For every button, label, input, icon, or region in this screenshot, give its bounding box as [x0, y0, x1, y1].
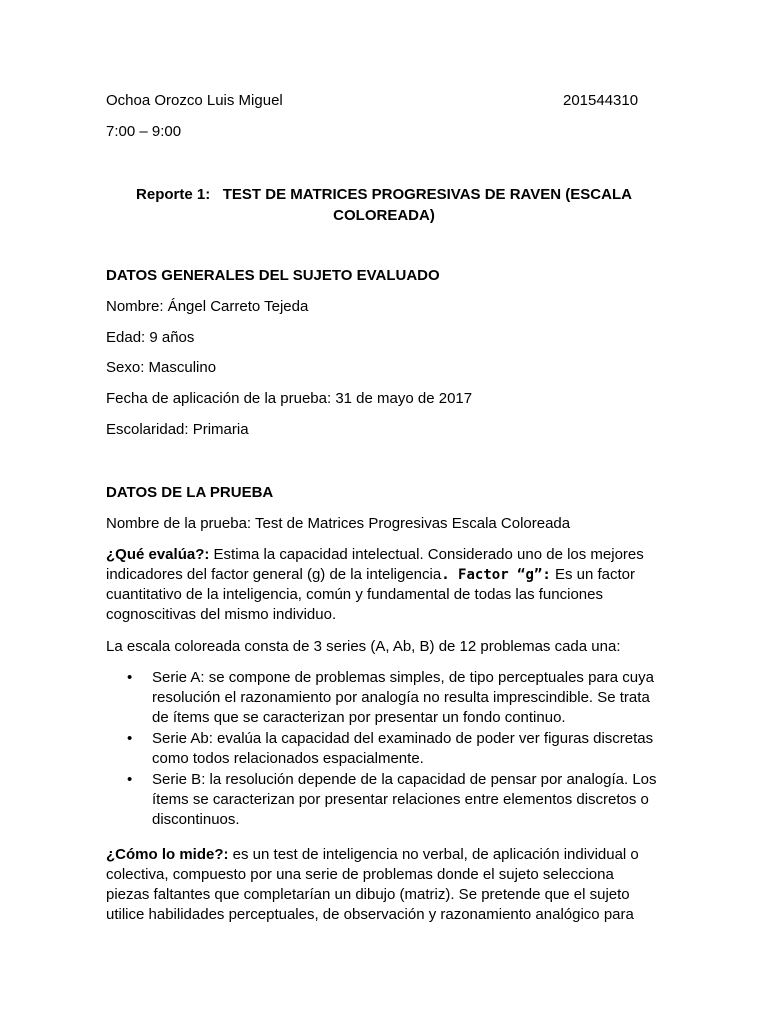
author-name: Ochoa Orozco Luis Miguel [106, 92, 283, 109]
schedule: 7:00 – 9:00 [106, 123, 182, 140]
what-it-evaluates-text: Estima la capacidad intelectual. Considerado uno de los mejores indicadores del factor general (g) de la inteligencia [106, 546, 644, 583]
series-a-text: Serie A: se compone de problemas simples, de tipo perceptuales para cuya resolución el razonamiento por analogía no resulta imprescindible. Se trata de ítems que se caracterizan por presentar un fondo continuo. [152, 669, 654, 726]
report-title [106, 184, 662, 226]
how-it-measures-paragraph [106, 845, 654, 925]
subject-age: Edad: 9 años [106, 329, 195, 346]
what-it-evaluates-label: ¿Qué evalúa?: [106, 546, 210, 563]
subject-heading: DATOS GENERALES DEL SUJETO EVALUADO [106, 267, 440, 284]
list-item [106, 729, 666, 769]
how-it-measures-text: es un test de inteligencia no verbal, de aplicación individual o colectiva, compuesto por una serie de problemas donde el sujeto selecciona piezas faltantes que completarían un dibujo (matriz). Se pretende que el sujeto utilice habilidades perceptuales, de observación y razonamiento analógico para [106, 846, 639, 923]
subject-sex: Sexo: Masculino [106, 359, 217, 376]
test-heading: DATOS DE LA PRUEBA [106, 484, 274, 501]
report-title-line-2: COLOREADA) [333, 207, 435, 224]
series-ab-text: Serie Ab: evalúa la capacidad del examinado de poder ver figuras discretas como todos relacionados espacialmente. [152, 730, 654, 767]
subject-schooling: Escolaridad: Primaria [106, 421, 249, 438]
list-item [106, 668, 666, 728]
subject-name: Nombre: Ángel Carreto Tejeda [106, 298, 309, 315]
student-id: 201544310 [563, 92, 639, 109]
factor-g-label: . Factor “g”: [441, 567, 551, 583]
what-it-evaluates-paragraph [106, 545, 654, 625]
bullet-icon: • [127, 730, 133, 747]
bullet-icon: • [127, 669, 133, 686]
application-date: Fecha de aplicación de la prueba: 31 de mayo de 2017 [106, 390, 473, 407]
bullet-icon: • [127, 771, 133, 788]
report-title-line-1: Reporte 1: TEST DE MATRICES PROGRESIVAS DE RAVEN (ESCALA [136, 186, 632, 203]
scale-description: La escala coloreada consta de 3 series (A, Ab, B) de 12 problemas cada una: [106, 638, 621, 655]
how-it-measures-label: ¿Cómo lo mide?: [106, 846, 229, 863]
series-b-text: Serie B: la resolución depende de la capacidad de pensar por analogía. Los ítems se caracterizan por presentar relaciones entre elementos discretos o discontinuos. [152, 771, 657, 828]
series-list [106, 668, 666, 831]
test-name: Nombre de la prueba: Test de Matrices Progresivas Escala Coloreada [106, 515, 571, 532]
list-item [106, 770, 666, 830]
factor-g-text: Es un factor cuantitativo de la inteligencia, común y fundamental de todas las funciones cognoscitivas del mismo individuo. [106, 566, 635, 623]
